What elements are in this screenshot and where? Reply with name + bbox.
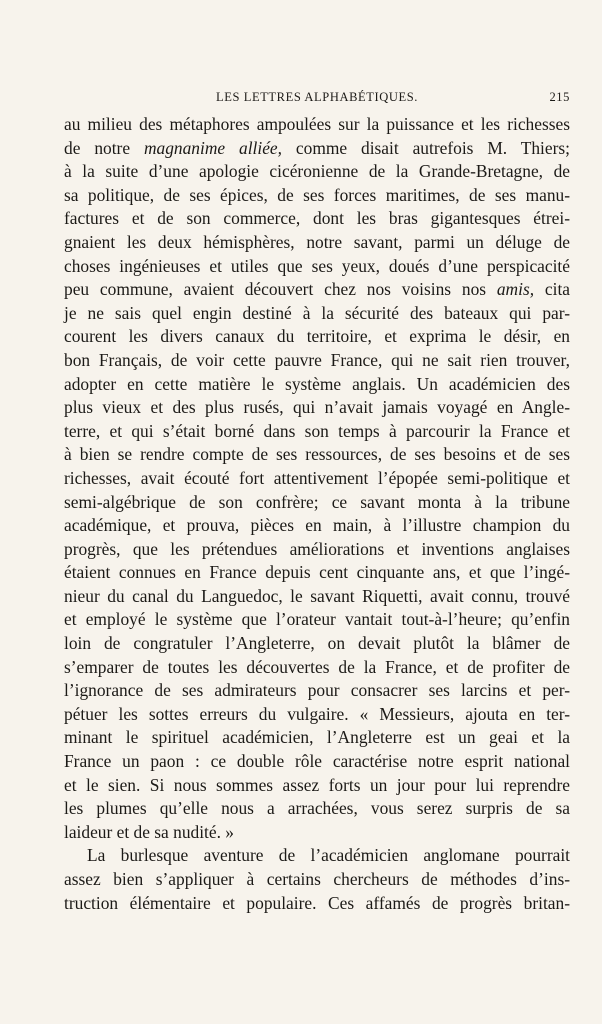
- text-line: progrès, que les prétendues améliorations et inventions anglaises: [64, 538, 570, 559]
- text-line: semi-algébrique de son confrère; ce savant monta à la tribune: [64, 491, 570, 512]
- body-text: [64, 113, 570, 915]
- text-line: l’ignorance de ses admirateurs pour consacrer ses larcins et per-: [64, 680, 570, 701]
- text-line: pétuer les sottes erreurs du vulgaire. « Messieurs, ajouta en ter-: [64, 703, 570, 724]
- text-line: truction élémentaire et populaire. Ces affamés de progrès britan-: [64, 892, 570, 913]
- text-line: et le sien. Si nous sommes assez forts un jour pour lui reprendre: [64, 774, 570, 795]
- text-line: gnaient les deux hémisphères, notre savant, parmi un déluge de: [64, 231, 570, 252]
- text-line: laideur et de sa nudité. »: [64, 821, 234, 842]
- text-line: au milieu des métaphores ampoulées sur la puissance et les richesses: [64, 114, 570, 134]
- text-line: courent les divers canaux du territoire, et exprima le désir, en: [64, 326, 570, 347]
- text-line: assez bien s’appliquer à certains chercheurs de méthodes d’ins-: [64, 869, 570, 889]
- text-line: La burlesque aventure de l’académicien anglomane pourrait: [87, 845, 570, 866]
- text-line: sa politique, de ses épices, de ses forces maritimes, de ses manu-: [64, 184, 570, 205]
- page-number: 215: [549, 90, 570, 104]
- italic-phrase: magnanime alliée,: [143, 137, 282, 158]
- text-line: étaient connues en France depuis cent cinquante ans, et que l’ingé-: [64, 562, 570, 583]
- text-line: terre, et qui s’était borné dans son temps à parcourir la France et: [64, 420, 570, 441]
- text-line: à bien se rendre compte de ses ressources, de ses besoins et de ses: [64, 444, 570, 465]
- text-line: choses ingénieuses et utiles que ses yeux, doués d’une perspicacité: [64, 255, 570, 276]
- text-line: s’emparer de toutes les découvertes de la France, et de profiter de: [64, 656, 570, 677]
- text-segment: cita: [534, 279, 570, 300]
- text-line: factures et de son commerce, dont les bras gigantesques étrei-: [64, 208, 570, 229]
- text-line: plus vieux et des plus rusés, qui n’avait jamais voyagé en Angle-: [64, 397, 570, 418]
- text-line: [64, 278, 570, 302]
- italic-phrase: amis,: [496, 279, 535, 300]
- text-line: France un paon : ce double rôle caractérise notre esprit national: [64, 751, 570, 772]
- text-line: académique, et prouva, pièces en main, à l’illustre champion du: [64, 515, 570, 536]
- text-segment: de notre: [64, 137, 144, 158]
- running-title: LES LETTRES ALPHABÉTIQUES.: [215, 90, 419, 104]
- text-line: à la suite d’une apologie cicéronienne de la Grande-Bretagne, de: [64, 161, 570, 182]
- text-line: les plumes qu’elle nous a arrachées, vous serez surpris de sa: [64, 798, 570, 819]
- text-line: adopter en cette matière le système anglais. Un académicien des: [64, 373, 570, 394]
- text-line: nieur du canal du Languedoc, le savant Riquetti, avait connu, trouvé: [64, 585, 570, 606]
- text-line: loin de congratuler l’Angleterre, on devait plutôt la blâmer de: [64, 633, 570, 654]
- text-line: [64, 137, 570, 161]
- text-segment: peu commune, avaient découvert chez nos voisins nos: [64, 279, 497, 300]
- text-line: richesses, avait écouté fort attentivement l’épopée semi-politique et: [64, 467, 570, 488]
- text-line: et employé le système que l’orateur vantait tout-à-l’heure; qu’enfin: [64, 609, 570, 630]
- text-line: je ne sais quel engin destiné à la sécurité des bateaux qui par-: [64, 302, 570, 323]
- text-line: bon Français, de voir cette pauvre France, qui ne sait rien trouver,: [64, 349, 570, 370]
- text-line: minant le spirituel académicien, l’Angleterre est un geai et la: [64, 727, 570, 748]
- text-segment: comme disait autrefois M. Thiers;: [282, 137, 571, 158]
- running-head: [64, 90, 570, 108]
